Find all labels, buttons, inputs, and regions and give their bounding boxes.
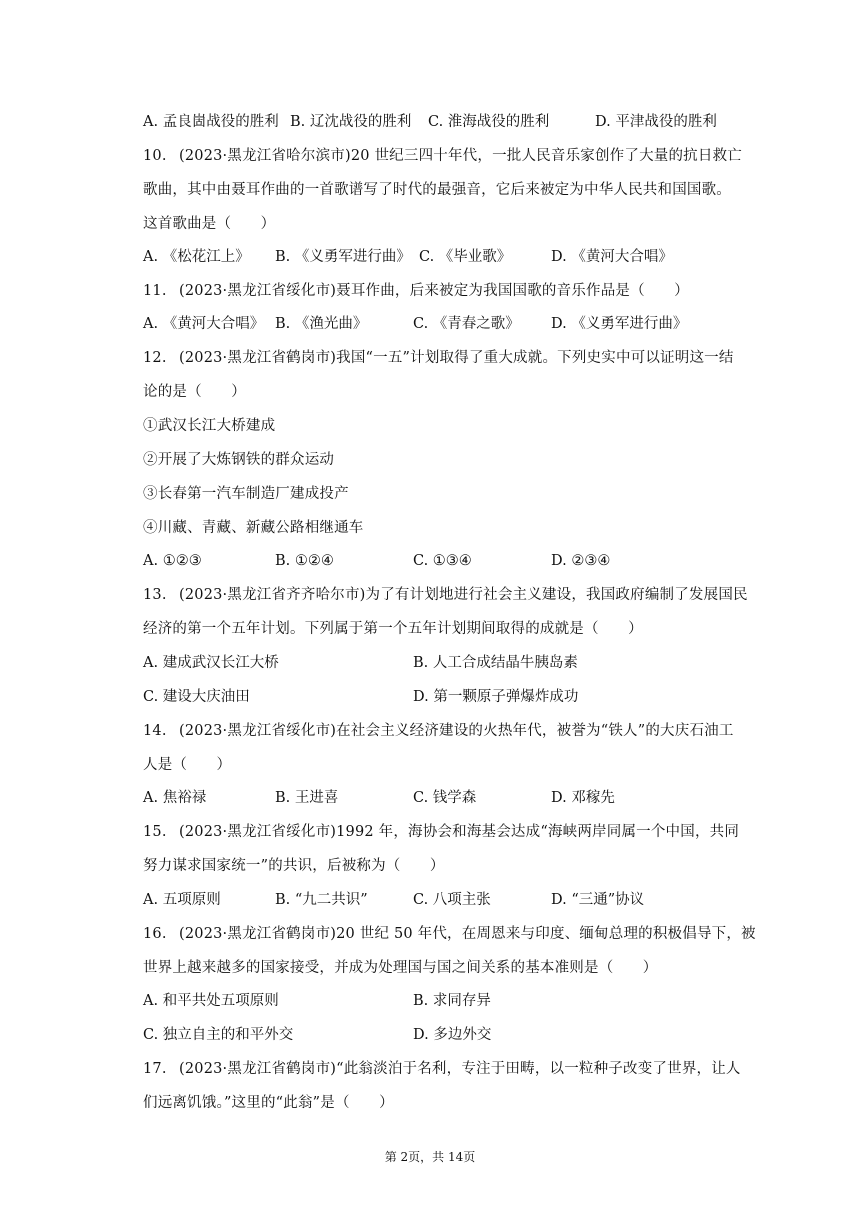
q10-text-1: (2023·黑龙江省哈尔滨市)20 世纪三四十年代，一批人民音乐家创作了大量的抗日救亡 xyxy=(179,148,742,164)
q15-number: 15. xyxy=(143,824,167,840)
q15-line-2: 努力谋求国家统一”的共识，后被称为（ ） xyxy=(143,858,445,874)
q14-text-1: (2023·黑龙江省绥化市)在社会主义经济建设的火热年代，被誉为“铁人”的大庆石油工 xyxy=(179,723,734,739)
q10-number: 10. xyxy=(143,148,167,164)
q9-option-a: A. 孟良崮战役的胜利 xyxy=(143,114,279,130)
q13-option-d: D. 第一颗原子弹爆炸成功 xyxy=(413,689,579,705)
q17-line-2: 们远离饥饿。”这里的“此翁”是（ ） xyxy=(143,1095,394,1111)
q13-option-b: B. 人工合成结晶牛胰岛素 xyxy=(413,655,578,671)
q12-options xyxy=(143,551,763,571)
page-footer: 第 2页，共 14页 xyxy=(384,1150,476,1164)
q12-option-c: C. ①③④ xyxy=(413,553,472,569)
q12-item-2: ②开展了大炼钢铁的群众运动 xyxy=(143,452,335,468)
q11-option-a: A. 《黄河大合唱》 xyxy=(143,316,265,332)
q14-option-b: B. 王进喜 xyxy=(275,790,339,806)
q11-option-d: D. 《义勇军进行曲》 xyxy=(551,316,688,332)
q12-option-a: A. ①②③ xyxy=(143,553,202,569)
q16-option-b: B. 求同存异 xyxy=(413,993,491,1009)
q14-option-a: A. 焦裕禄 xyxy=(143,790,207,806)
q12-item-1: ①武汉长江大桥建成 xyxy=(143,418,276,434)
q10-options xyxy=(143,247,763,267)
q11-options xyxy=(143,314,763,334)
q12-text-1: (2023·黑龙江省鹤岗市)我国“一五”计划取得了重大成就。下列史实中可以证明这一结 xyxy=(179,350,734,366)
q16-line-2: 世界上越来越多的国家接受，并成为处理国与国之间关系的基本准则是（ ） xyxy=(143,960,658,976)
q11-option-c: C. 《青春之歌》 xyxy=(413,316,520,332)
q9-option-d: D. 平津战役的胜利 xyxy=(595,114,717,130)
q11-text-1: (2023·黑龙江省绥化市)聂耳作曲，后来被定为我国国歌的音乐作品是（ ） xyxy=(179,283,689,299)
q16-options-row-2 xyxy=(143,1025,763,1045)
q15-line-1 xyxy=(143,822,739,842)
q15-text-1: (2023·黑龙江省绥化市)1992 年，海协会和海基会达成“海峡两岸同属一个中国，共同 xyxy=(179,824,740,840)
q13-number: 13. xyxy=(143,587,167,603)
q14-options xyxy=(143,788,763,808)
q11-number: 11. xyxy=(143,283,167,299)
q13-option-a: A. 建成武汉长江大桥 xyxy=(143,655,279,671)
q10-option-d: D. 《黄河大合唱》 xyxy=(551,249,673,265)
q10-line-2: 歌曲，其中由聂耳作曲的一首歌谱写了时代的最强音，它后来被定为中华人民共和国国歌。 xyxy=(143,182,731,198)
q16-line-1 xyxy=(143,924,756,944)
q9-option-c: C. 淮海战役的胜利 xyxy=(428,114,550,130)
q13-line-1 xyxy=(143,585,748,605)
q12-number: 12. xyxy=(143,350,167,366)
q12-item-3: ③长春第一汽车制造厂建成投产 xyxy=(143,486,349,502)
q13-options-row-1 xyxy=(143,653,763,673)
q10-option-a: A. 《松花江上》 xyxy=(143,249,250,265)
q14-option-c: C. 钱学森 xyxy=(413,790,477,806)
q16-option-c: C. 独立自主的和平外交 xyxy=(143,1027,294,1043)
q12-item-4: ④川藏、青藏、新藏公路相继通车 xyxy=(143,520,364,536)
q16-number: 16. xyxy=(143,926,167,942)
q9-option-b: B. 辽沈战役的胜利 xyxy=(290,114,412,130)
q16-options-row-1 xyxy=(143,991,763,1011)
q17-text-1: (2023·黑龙江省鹤岗市)“此翁淡泊于名利，专注于田畴，以一粒种子改变了世界，让人 xyxy=(179,1061,741,1077)
q10-line-1 xyxy=(143,146,742,166)
q13-options-row-2 xyxy=(143,687,763,707)
q9-options xyxy=(143,112,763,132)
q15-option-a: A. 五项原则 xyxy=(143,892,221,908)
q13-text-1: (2023·黑龙江省齐齐哈尔市)为了有计划地进行社会主义建设，我国政府编制了发展国民 xyxy=(179,587,748,603)
q12-option-d: D. ②③④ xyxy=(551,553,611,569)
q16-text-1: (2023·黑龙江省鹤岗市)20 世纪 50 年代，在周恩来与印度、缅甸总理的积极倡导下，被 xyxy=(179,926,756,942)
q15-option-c: C. 八项主张 xyxy=(413,892,491,908)
q14-number: 14. xyxy=(143,723,167,739)
q15-option-b: B. “九二共识” xyxy=(275,892,368,908)
q15-option-d: D. “三通”协议 xyxy=(551,892,645,908)
q17-line-1 xyxy=(143,1059,741,1079)
q14-line-2: 人是（ ） xyxy=(143,757,232,773)
q14-option-d: D. 邓稼先 xyxy=(551,790,615,806)
q15-options xyxy=(143,890,763,910)
q13-line-2: 经济的第一个五年计划。下列属于第一个五年计划期间取得的成就是（ ） xyxy=(143,621,643,637)
q10-line-3: 这首歌曲是（ ） xyxy=(143,216,276,232)
q16-option-a: A. 和平共处五项原则 xyxy=(143,993,279,1009)
q12-line-2: 论的是（ ） xyxy=(143,384,246,400)
q13-option-c: C. 建设大庆油田 xyxy=(143,689,250,705)
q16-option-d: D. 多边外交 xyxy=(413,1027,492,1043)
q10-option-b: B. 《义勇军进行曲》 xyxy=(275,249,411,265)
q12-line-1 xyxy=(143,348,734,368)
q17-number: 17. xyxy=(143,1061,167,1077)
q12-option-b: B. ①②④ xyxy=(275,553,334,569)
q14-line-1 xyxy=(143,721,734,741)
q10-option-c: C. 《毕业歌》 xyxy=(419,249,512,265)
q11-line-1 xyxy=(143,281,689,301)
q11-option-b: B. 《渔光曲》 xyxy=(275,316,368,332)
